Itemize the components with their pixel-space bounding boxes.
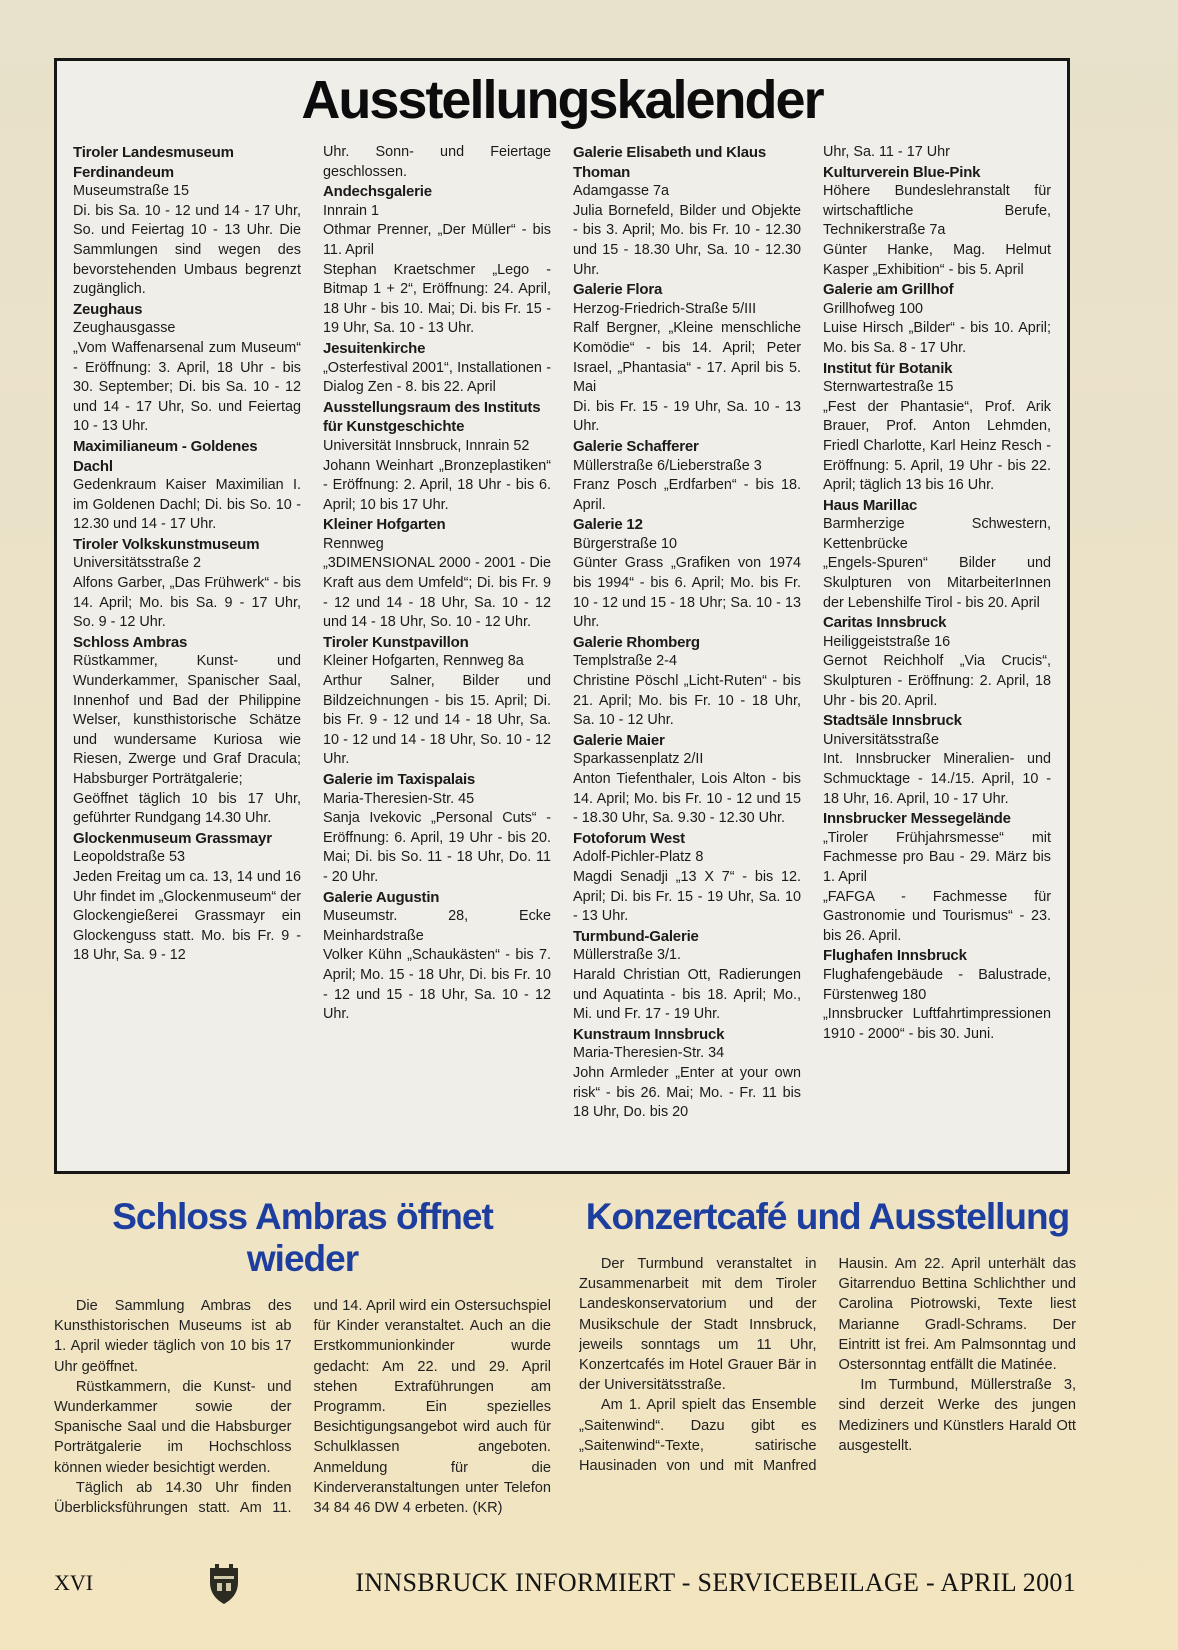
entry-text: Arthur Salner, Bilder und Bildzeichnungen - bis 15. April; Di. bis Fr. 9 - 12 und 14 - 18 Uhr, Sa. 10 - 12 und 14 - 18 Uhr, So. 10 - 12 Uhr. <box>323 673 551 768</box>
calendar-columns <box>73 143 1051 1153</box>
entry-heading: Fotoforum West <box>573 829 685 847</box>
article-paragraph: Am 1. April spielt das Ensemble „Saitenwind“. Dazu gibt es „Saitenwind“-Texte, satirische Hausinaden von und mit Manfred Hausin. Am 22. April unterhält das Gitarrenduo Bettina Schlichther und Carolina Piotrowski, Texte liest Marianne Gradl-Schrams. Der Eintritt ist frei. Am Palmsonntag und Ostersonntag entfällt die Matinée. <box>579 1256 1076 1475</box>
article-paragraph: Der Turmbund veranstaltet in Zusammenarbeit mit dem Tiroler Landeskonservatorium und der Musikschule der Stadt Innsbruck, jeweils sonntags um 11 Uhr, Konzertcafés im Hotel Grauer Bär in der Universitätsstraße. <box>579 1256 817 1394</box>
entry-text: Adolf-Pichler-Platz 8 <box>573 849 704 866</box>
entry-heading: Kulturverein Blue-Pink <box>823 163 981 181</box>
calendar-column-1 <box>73 143 301 1153</box>
entry-heading: Galerie im Taxispalais <box>323 771 476 788</box>
entry-text: Maria-Theresien-Str. 34 <box>573 1045 725 1062</box>
entry-text: „Innsbrucker Luftfahrtimpressionen 1910 - 2000“ - bis 30. Juni. <box>823 1006 1051 1042</box>
entry-heading: Galerie Flora <box>573 281 663 299</box>
entry-text: Museumstr. 28, Ecke Meinhardstraße <box>323 908 551 944</box>
entry-text: Herzog-Friedrich-Straße 5/III <box>573 300 757 317</box>
entry-heading: Ausstellungsraum des Instituts für Kunstgeschichte <box>323 398 541 436</box>
entry-text: Rüstkammer, Kunst- und Wunderkammer, Spanischer Saal, Innenhof und Bad der Philippine Welser, kunsthistorische Schätze und wundersame Kuriosa wie Riesen, Zwerge und Graf Dracula; Habsburger Porträtgalerie; <box>73 653 301 787</box>
entry-text: Gernot Reichholf „Via Crucis“, Skulpturen - Eröffnung: 2. April, 18 Uhr - bis 20. April. <box>823 653 1051 709</box>
entry-text: Harald Christian Ott, Radierungen und Aquatinta - bis 18. April; Mo., Mi. und Fr. 17 - 19 Uhr. <box>573 966 801 1023</box>
entry-text: Leopoldstraße 53 <box>73 849 186 866</box>
article-paragraph: Die Sammlung Ambras des Kunsthistorischen Museums ist ab 1. April wieder täglich von 10 bis 17 Uhr geöffnet. <box>54 1298 292 1375</box>
entry-text: „Vom Waffenarsenal zum Museum“ - Eröffnung: 3. April, 18 Uhr - bis 30. September; Di. bis Sa. 10 - 12 und 14 - 17 Uhr, So. und Feiertag 10 - 13 Uhr. <box>73 339 301 435</box>
entry-text: „3DIMENSIONAL 2000 - 2001 - Die Kraft aus dem Umfeld“; Di. bis Fr. 9 - 12 und 14 - 18 Uhr, Sa. 10 - 12 und 14 - 18 Uhr, So. 10 - 12 Uhr. <box>323 555 551 631</box>
article-paragraph: Täglich ab 14.30 Uhr finden Überblicksführungen statt. Am 11. und 14. April wird ein Ostersuchspiel für Kinder veranstaltet. Auch an die Erstkommunionkinder wurde gedacht: Am 22. und 29. April stehen Extraführungen am Programm. Ein spezielles Besichtigungsangebot wird auch für Schulklassen angeboten. Anmeldung für die Kinderveranstaltungen unter Telefon 34 84 46 DW 4 erbeten. (KR) <box>54 1298 551 1517</box>
entry-heading: Galerie Schafferer <box>573 437 699 455</box>
entry-text: Museumstraße 15 <box>73 183 189 200</box>
entry-heading: Maximilianeum - Goldenes Dachl <box>73 437 258 475</box>
entry-text: Uhr. Sonn- und Feiertage geschlossen. <box>323 144 551 180</box>
article-headline: Schloss Ambras öffnet wieder <box>112 1196 493 1279</box>
entry-heading: Schloss Ambras <box>73 633 188 651</box>
entry-text: Adamgasse 7a <box>573 183 669 200</box>
entry-text: „FAFGA - Fachmesse für Gastronomie und Tourismus“ - 23. bis 26. April. <box>823 888 1051 944</box>
entry-text: Barmherzige Schwestern, Kettenbrücke <box>823 516 1051 552</box>
entry-heading: Galerie Elisabeth und Klaus Thoman <box>573 144 766 181</box>
entry-text: Jeden Freitag um ca. 13, 14 und 16 Uhr findet im „Glockenmuseum“ der Glockengießerei Grassmayr ein Glockenguss statt. Mo. bis Fr. 9 - 18 Uhr, Sa. 9 - 12 <box>73 868 301 964</box>
entry-text: Universitätsstraße <box>823 731 939 748</box>
entry-text: Uhr, Sa. 11 - 17 Uhr <box>823 144 950 160</box>
article-body <box>579 1254 1076 1536</box>
entry-text: Luise Hirsch „Bilder“ - bis 10. April; Mo. bis Sa. 8 - 17 Uhr. <box>823 320 1051 356</box>
entry-heading: Tiroler Volkskunstmuseum <box>73 535 260 553</box>
entry-text: „Osterfestival 2001“, Installationen - Dialog Zen - 8. bis 22. April <box>323 359 551 396</box>
entry-text: Alfons Garber, „Das Frühwerk“ - bis 14. April; Mo. bis Sa. 9 - 17 Uhr, So. 9 - 12 Uhr. <box>73 575 301 631</box>
entry-text: Anton Tiefenthaler, Lois Alton - bis 14. April; Mo. bis Fr. 10 - 12 und 15 - 18.30 Uhr, Sa. 9.30 - 12.30 Uhr. <box>573 771 801 827</box>
calendar-column-3 <box>573 143 801 1153</box>
entry-heading: Glockenmuseum Grassmayr <box>73 829 272 847</box>
entry-text: Rennweg <box>323 535 384 552</box>
entry-text: Magdi Senadji „13 X 7“ - bis 12. April; Di. bis Fr. 15 - 19 Uhr, Sa. 10 - 13 Uhr. <box>573 868 801 925</box>
entry-text: Kleiner Hofgarten, Rennweg 8a <box>323 653 524 670</box>
entry-heading: Caritas Innsbruck <box>823 614 947 632</box>
entry-text: John Armleder „Enter at your own risk“ - bis 26. Mai; Mo. - Fr. 11 bis 18 Uhr, Do. bis 20 <box>573 1064 801 1121</box>
entry-heading: Galerie Maier <box>573 731 665 749</box>
page-title: Ausstellungskalender <box>301 70 823 130</box>
entry-text: Othmar Prenner, „Der Müller“ - bis 11. April <box>323 222 551 258</box>
entry-heading: Haus Marillac <box>823 496 918 514</box>
entry-heading: Andechsgalerie <box>323 183 432 201</box>
entry-text: Volker Kühn „Schaukästen“ - bis 7. April; Mo. 15 - 18 Uhr, Di. bis Fr. 10 - 12 und 15 - 18 Uhr, Sa. 10 - 12 Uhr. <box>323 947 551 1023</box>
entry-text: Stephan Kraetschmer „Lego - Bitmap 1 + 2“, Eröffnung: 24. April, 18 Uhr - bis 10. Mai; Di. bis Fr. 15 - 19 Uhr, Sa. 10 - 13 Uhr. <box>323 261 551 337</box>
entry-text: Johann Weinhart „Bronzeplastiken“ - Eröffnung: 2. April, 18 Uhr - bis 6. April; 10 bis 17 Uhr. <box>323 457 551 513</box>
entry-text: Müllerstraße 6/Lieberstraße 3 <box>573 457 762 474</box>
article-schloss-ambras <box>54 1196 551 1578</box>
article-body <box>54 1296 551 1578</box>
entry-text: Grillhofweg 100 <box>823 300 923 317</box>
entry-text: Müllerstraße 3/1. <box>573 947 681 964</box>
entry-heading: Kunstraum Innsbruck <box>573 1025 725 1043</box>
articles <box>54 1196 1076 1578</box>
entry-text: Christine Pöschl „Licht-Ruten“ - bis 21. April; Mo. bis Fr. 10 - 18 Uhr, Sa. 10 - 12 Uhr. <box>573 673 801 729</box>
entry-heading: Jesuitenkirche <box>323 339 426 357</box>
entry-heading: Tiroler Landesmuseum Ferdinandeum <box>73 144 234 181</box>
entry-text: Di. bis Sa. 10 - 12 und 14 - 17 Uhr, So. und Feiertag 10 - 13 Uhr. Die Sammlungen sind wegen des bevorstehenden Umbaus begrenzt zugänglich. <box>73 202 301 298</box>
calendar-column-2 <box>323 143 551 1153</box>
entry-text: Templstraße 2-4 <box>573 653 677 670</box>
entry-text: Ralf Bergner, „Kleine menschliche Komödie“ - bis 14. April; Peter Israel, „Phantasia“ - 17. April bis 5. Mai <box>573 320 801 396</box>
entry-text: Günter Hanke, Mag. Helmut Kasper „Exhibition“ - bis 5. April <box>823 241 1051 278</box>
entry-heading: Tiroler Kunstpavillon <box>323 633 469 651</box>
entry-text: Innrain 1 <box>323 202 380 219</box>
article-paragraph: Im Turmbund, Müllerstraße 3, sind derzeit Werke des jungen Mediziners und Künstlers Harald Ott ausgestellt. <box>838 1377 1076 1454</box>
footer-title: INNSBRUCK INFORMIERT - SERVICEBEILAGE - APRIL 2001 <box>355 1568 1076 1597</box>
entry-heading: Galerie 12 <box>573 516 643 534</box>
entry-heading: Kleiner Hofgarten <box>323 516 446 534</box>
entry-text: Sternwartestraße 15 <box>823 379 954 396</box>
entry-text: „Fest der Phantasie“, Prof. Arik Brauer, Prof. Anton Lehmden, Friedl Charlotte, Karl Heinz Resch - Eröffnung: 5. April, 19 Uhr - bis 22. April; täglich 13 bis 16 Uhr. <box>823 398 1051 494</box>
entry-text: Int. Innsbrucker Mineralien- und Schmucktage - 14./15. April, 10 - 18 Uhr, 16. April, 10 - 17 Uhr. <box>823 751 1051 807</box>
entry-text: Zeughausgasse <box>73 320 176 337</box>
innsbruck-coat-of-arms-icon <box>206 1562 242 1604</box>
entry-text: „Engels-Spuren“ Bilder und Skulpturen von MitarbeiterInnen der Lebenshilfe Tirol - bis 20. April <box>823 555 1051 611</box>
entry-heading: Stadtsäle Innsbruck <box>823 712 962 730</box>
entry-text: Maria-Theresien-Str. 45 <box>323 790 475 807</box>
calendar-box <box>54 58 1070 1174</box>
entry-text: Heiliggeiststraße 16 <box>823 633 951 650</box>
entry-text: Bürgerstraße 10 <box>573 535 677 552</box>
entry-heading: Galerie Augustin <box>323 888 440 906</box>
article-paragraph: Rüstkammern, die Kunst- und Wunderkammer sowie der Spanische Saal und die Habsburger Porträtgalerie im Hochschloss können wieder besichtigt werden. <box>54 1378 292 1476</box>
footer <box>54 1562 1076 1604</box>
entry-heading: Turmbund-Galerie <box>573 927 699 945</box>
entry-text: Franz Posch „Erdfarben“ - bis 18. April. <box>573 477 801 513</box>
entry-text: Gedenkraum Kaiser Maximilian I. im Goldenen Dachl; Di. bis So. 10 - 12.30 und 14 - 17 Uhr. <box>73 477 301 533</box>
entry-text: Sparkassenplatz 2/II <box>573 751 704 768</box>
entry-text: Flughafengebäude - Balustrade, Fürstenweg 180 <box>823 966 1051 1003</box>
entry-text: Julia Bornefeld, Bilder und Objekte - bis 3. April; Mo. bis Fr. 10 - 12.30 und 15 - 18.30 Uhr, Sa. 10 - 12.30 Uhr. <box>573 202 801 278</box>
entry-text: Di. bis Fr. 15 - 19 Uhr, Sa. 10 - 13 Uhr. <box>573 398 801 435</box>
entry-heading: Galerie am Grillhof <box>823 281 954 299</box>
entry-heading: Institut für Botanik <box>823 359 953 377</box>
entry-text: Höhere Bundeslehranstalt für wirtschaftliche Berufe, Technikerstraße 7a <box>823 183 1051 239</box>
entry-text: Universitätsstraße 2 <box>73 555 201 572</box>
entry-heading: Zeughaus <box>73 300 143 318</box>
calendar-column-4 <box>823 143 1051 1153</box>
entry-text: Universität Innsbruck, Innrain 52 <box>323 437 530 454</box>
article-headline: Konzertcafé und Ausstellung <box>585 1196 1070 1237</box>
entry-heading: Galerie Rhomberg <box>573 633 700 651</box>
entry-text: „Tiroler Frühjahrsmesse“ mit Fachmesse pro Bau - 29. März bis 1. April <box>823 829 1051 885</box>
entry-text: Günter Grass „Grafiken von 1974 bis 1994“ - bis 6. April; Mo. bis Fr. 10 - 12 und 15 - 18 Uhr; Sa. 10 - 13 Uhr. <box>573 555 801 631</box>
entry-heading: Flughafen Innsbruck <box>823 947 967 965</box>
entry-text: Sanja Ivekovic „Personal Cuts“ - Eröffnung: 6. April, 19 Uhr - bis 20. Mai; Di. bis So. 11 - 18 Uhr, Do. 11 - 20 Uhr. <box>323 810 551 885</box>
entry-heading: Innsbrucker Messegelände <box>823 810 1011 828</box>
page-number: XVI <box>54 1570 94 1595</box>
entry-text: Geöffnet täglich 10 bis 17 Uhr, geführter Rundgang 14.30 Uhr. <box>73 790 301 827</box>
article-konzertcafe <box>579 1196 1076 1578</box>
